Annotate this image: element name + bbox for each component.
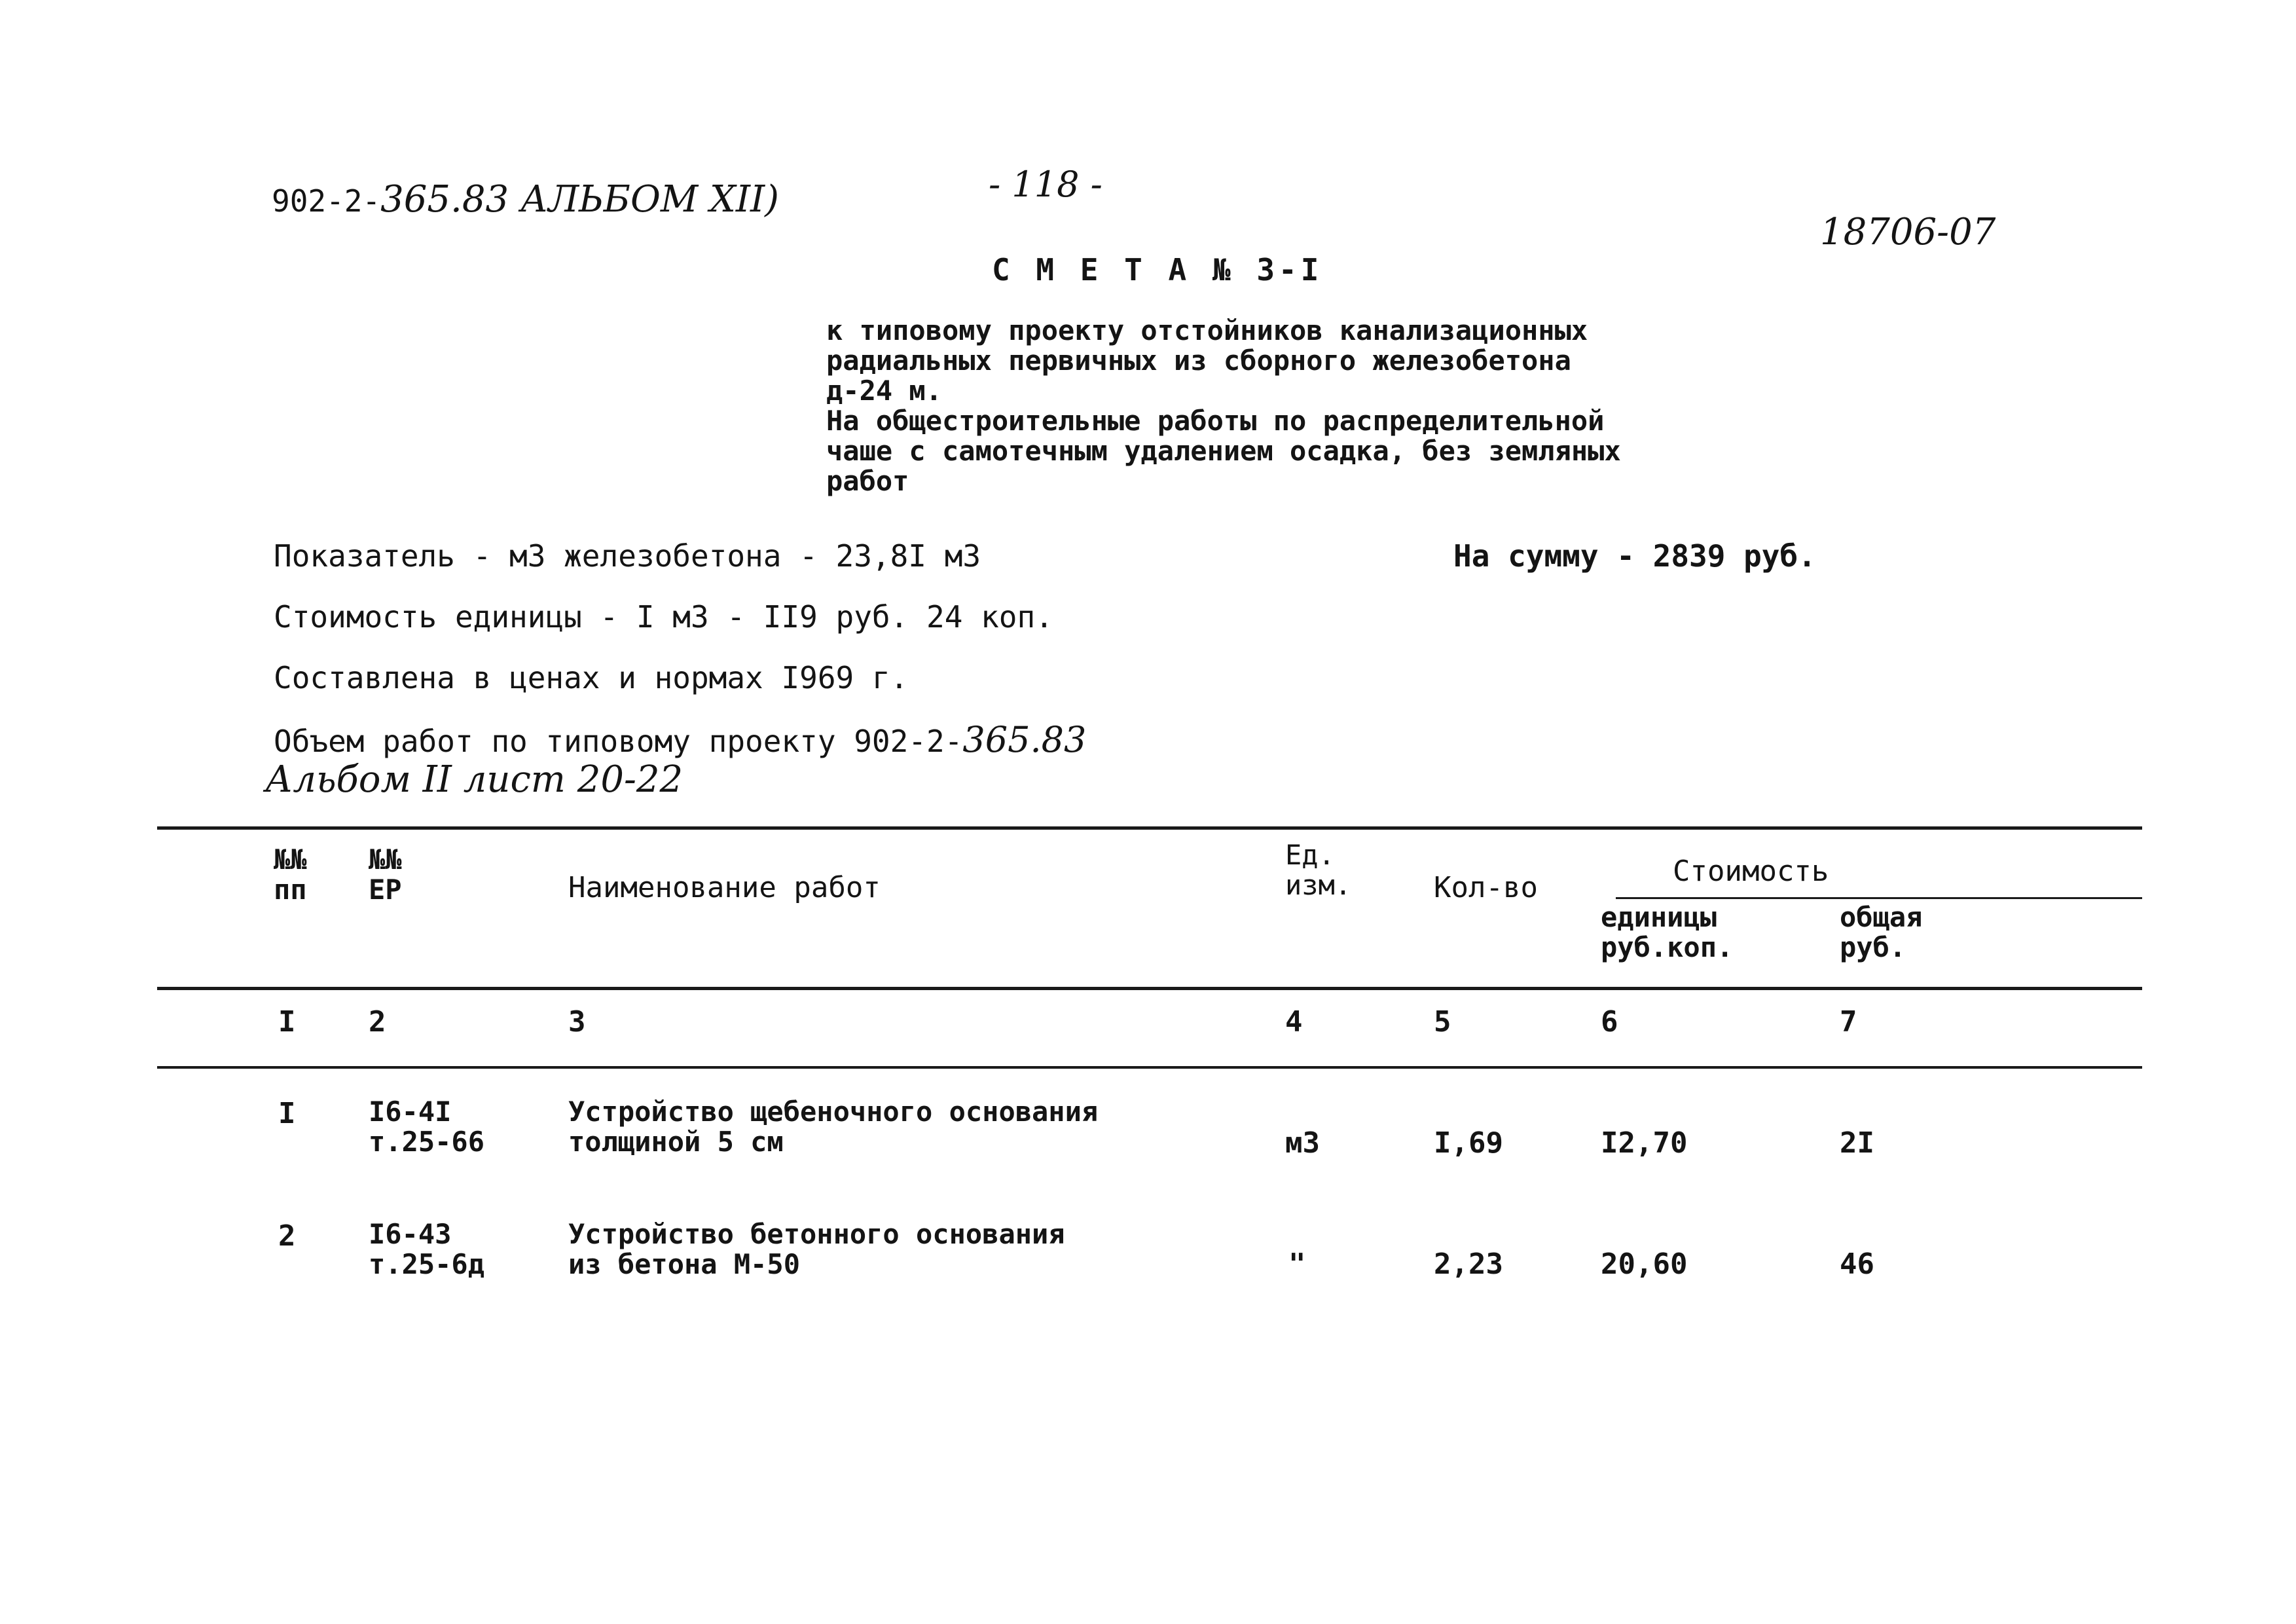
col-number: 5 (1434, 1005, 1451, 1039)
col-number: 3 (568, 1005, 586, 1039)
table-top-rule (157, 826, 2142, 830)
table-row-2-name: Устройство бетонного основания из бетона М-50 (568, 1218, 1065, 1280)
document-number (272, 178, 779, 221)
table-row-1-er: I6-4I т.25-66 (369, 1096, 485, 1158)
table-row-2-cost-unit: 20,60 (1601, 1247, 1688, 1281)
table-row-1-name: Устройство щебеночного основания толщиной 5 см (568, 1096, 1099, 1158)
col-number: 2 (369, 1005, 386, 1039)
table-row-1-cost-total: 2I (1840, 1126, 1874, 1160)
header-pp: №№ пп (274, 843, 307, 906)
header-name: Наименование работ (568, 871, 881, 904)
volume-line (274, 719, 1086, 760)
subtitle-line: радиальных первичных из сборного железобетона (826, 344, 1571, 377)
page-number: - 118 - (989, 164, 1102, 205)
col-number: 6 (1601, 1005, 1618, 1039)
table-row-2-pp: 2 (278, 1219, 296, 1253)
prices-line: Составлена в ценах и нормах I969 г. (274, 660, 909, 695)
table-row-1-qty: I,69 (1434, 1126, 1503, 1160)
estimate-title: С М Е Т А № 3-I (992, 252, 1323, 287)
total-sum: На сумму - 2839 руб. (1453, 538, 1816, 574)
unit-cost-line: Стоимость единицы - I м3 - II9 руб. 24 коп. (274, 599, 1053, 635)
col-number: 7 (1840, 1005, 1857, 1039)
table-row-2-er: I6-43 т.25-6д (369, 1218, 485, 1280)
table-row-2-qty: 2,23 (1434, 1247, 1503, 1281)
volume-handwritten: 365.83 (962, 719, 1087, 760)
header-er: №№ ЕР (369, 843, 402, 906)
document-number-printed: 902-2- (272, 183, 381, 219)
header-qty: Кол-во (1434, 871, 1538, 904)
table-row-1-unit: м3 (1285, 1126, 1320, 1160)
table-row-2-unit: " (1288, 1247, 1306, 1281)
header-cost-total: общая руб. (1840, 901, 1923, 963)
header-cost-unit: единицы руб.коп. (1601, 901, 1734, 963)
col-numbers-bottom-rule (157, 1066, 2142, 1069)
table-row-1-pp: I (278, 1097, 296, 1130)
header-unit: Ед. изм. (1285, 839, 1352, 901)
subtitle-line: работ (826, 465, 909, 497)
table-row-2-cost-total: 46 (1840, 1247, 1874, 1281)
subtitle-line: к типовому проекту отстойников канализационных (826, 314, 1588, 346)
col-number: 4 (1285, 1005, 1303, 1039)
col-number: I (278, 1005, 296, 1039)
volume-sheet-handwritten: Альбом II лист 20-22 (265, 758, 683, 801)
indicator-line: Показатель - м3 железобетона - 23,8I м3 (274, 538, 981, 574)
estimate-subtitle (826, 316, 1621, 496)
volume-prefix: Объем работ по типовому проекту 902-2- (274, 724, 963, 759)
subtitle-line: д-24 м. (826, 375, 943, 407)
header-cost: Стоимость (1673, 855, 1829, 888)
table-row-1-cost-unit: I2,70 (1601, 1126, 1688, 1160)
inventory-number: 18706-07 (1820, 211, 1996, 253)
subtitle-line: На общестроительные работы по распределительной (826, 405, 1605, 437)
header-bottom-rule (157, 987, 2142, 990)
cost-header-rule (1616, 897, 2142, 899)
document-number-handwritten: 365.83 АЛЬБОМ XII) (380, 178, 779, 221)
subtitle-line: чаше с самотечным удалением осадка, без земляных (826, 435, 1621, 467)
